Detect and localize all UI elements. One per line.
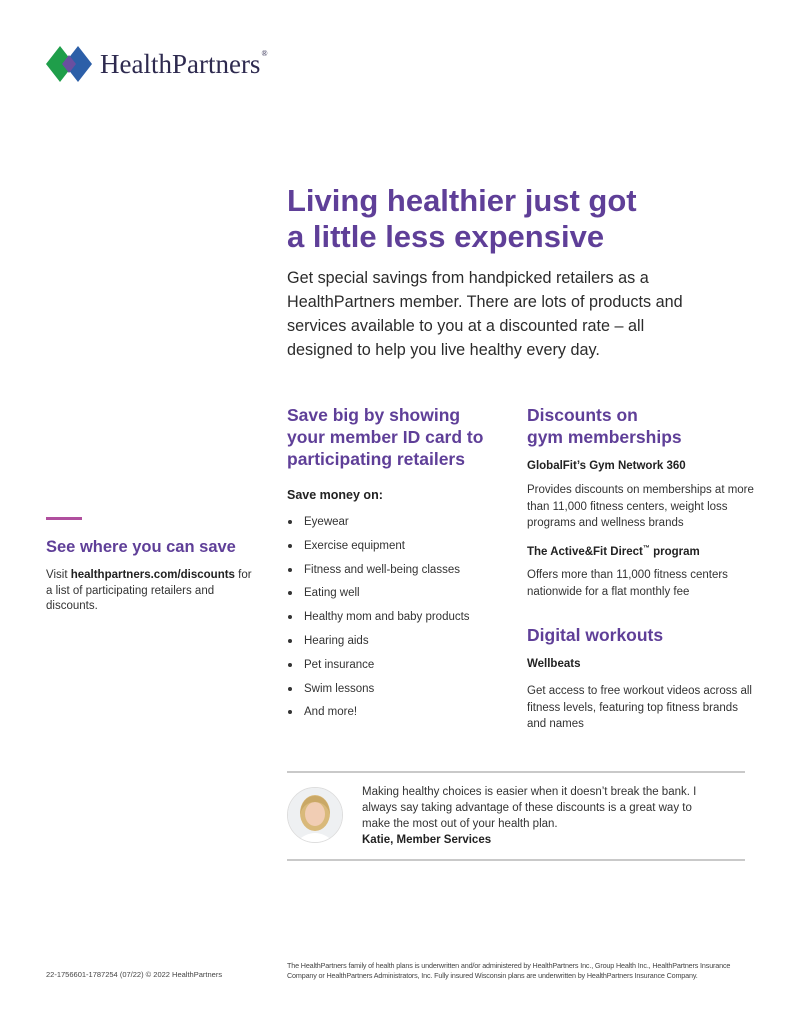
list-item: Pet insurance — [287, 657, 470, 681]
sidebar-text: Visit healthpartners.com/discounts for a list of participating retailers and discounts. — [46, 569, 252, 612]
list-item: Fitness and well-being classes — [287, 562, 470, 586]
quote-author: Katie, Member Services — [362, 834, 492, 846]
sidebar-heading: See where you can save — [46, 538, 236, 556]
program-description: Get access to free workout videos across all fitness levels, featuring top fitness brands and names — [527, 685, 752, 730]
divider — [287, 771, 745, 773]
discounts-link[interactable]: healthpartners.com/discounts — [70, 569, 235, 581]
list-item: Eating well — [287, 585, 470, 609]
program-name: Wellbeats — [527, 658, 581, 670]
accent-divider — [46, 517, 82, 520]
document-code: 22-1756601-1787254 (07/22) © 2022 HealthPartners — [46, 970, 223, 979]
program-description: Offers more than 11,000 fitness centers nationwide for a flat monthly fee — [527, 569, 728, 598]
quote-text: Making healthy choices is easier when it doesn’t break the bank. I always say taking advantage of these discounts is a great way to make the most out of your health plan. — [362, 786, 697, 830]
healthpartners-logo — [46, 44, 268, 84]
list-item: Eyewear — [287, 514, 470, 538]
intro-paragraph: Get special savings from handpicked retailers as a HealthPartners member. There are lots of products and services available to you at a discounted rate – all designed to help you live healthy every day. — [287, 269, 683, 359]
logo-diamonds-icon — [46, 46, 94, 82]
title-line-1: Living healthier just got — [287, 183, 637, 218]
digital-heading: Digital workouts — [527, 625, 664, 645]
savings-list — [287, 514, 470, 728]
title-line-2: a little less expensive — [287, 219, 605, 254]
save-on-label: Save money on: — [287, 488, 383, 502]
program-description: Provides discounts on memberships at more than 11,000 fitness centers, weight loss programs and wellness brands — [527, 484, 754, 529]
logo-wordmark: HealthPartners® — [100, 48, 268, 79]
legal-disclaimer: The HealthPartners family of health plans is underwritten and/or administered by HealthPartners Inc., Group Health Inc., HealthPartners Insurance Company or HealthPartners Administrators, Inc. Fully insured Wisconsin plans are underwritten by HealthPartners Insurance Company. — [287, 961, 731, 980]
member-quote — [362, 784, 722, 848]
list-item: Swim lessons — [287, 681, 470, 705]
retailers-heading: Save big by showing your member ID card to participating retailers — [287, 405, 484, 469]
person-photo-icon — [288, 788, 342, 842]
page-title — [287, 183, 727, 255]
divider — [287, 859, 745, 861]
avatar — [287, 787, 343, 843]
list-item: Exercise equipment — [287, 538, 470, 562]
program-name: The Active&Fit Direct™ program — [527, 545, 700, 558]
program-name: GlobalFit’s Gym Network 360 — [527, 460, 686, 472]
list-item: And more! — [287, 704, 470, 728]
list-item: Healthy mom and baby products — [287, 609, 470, 633]
gym-heading: Discounts on gym memberships — [527, 405, 682, 447]
list-item: Hearing aids — [287, 633, 470, 657]
